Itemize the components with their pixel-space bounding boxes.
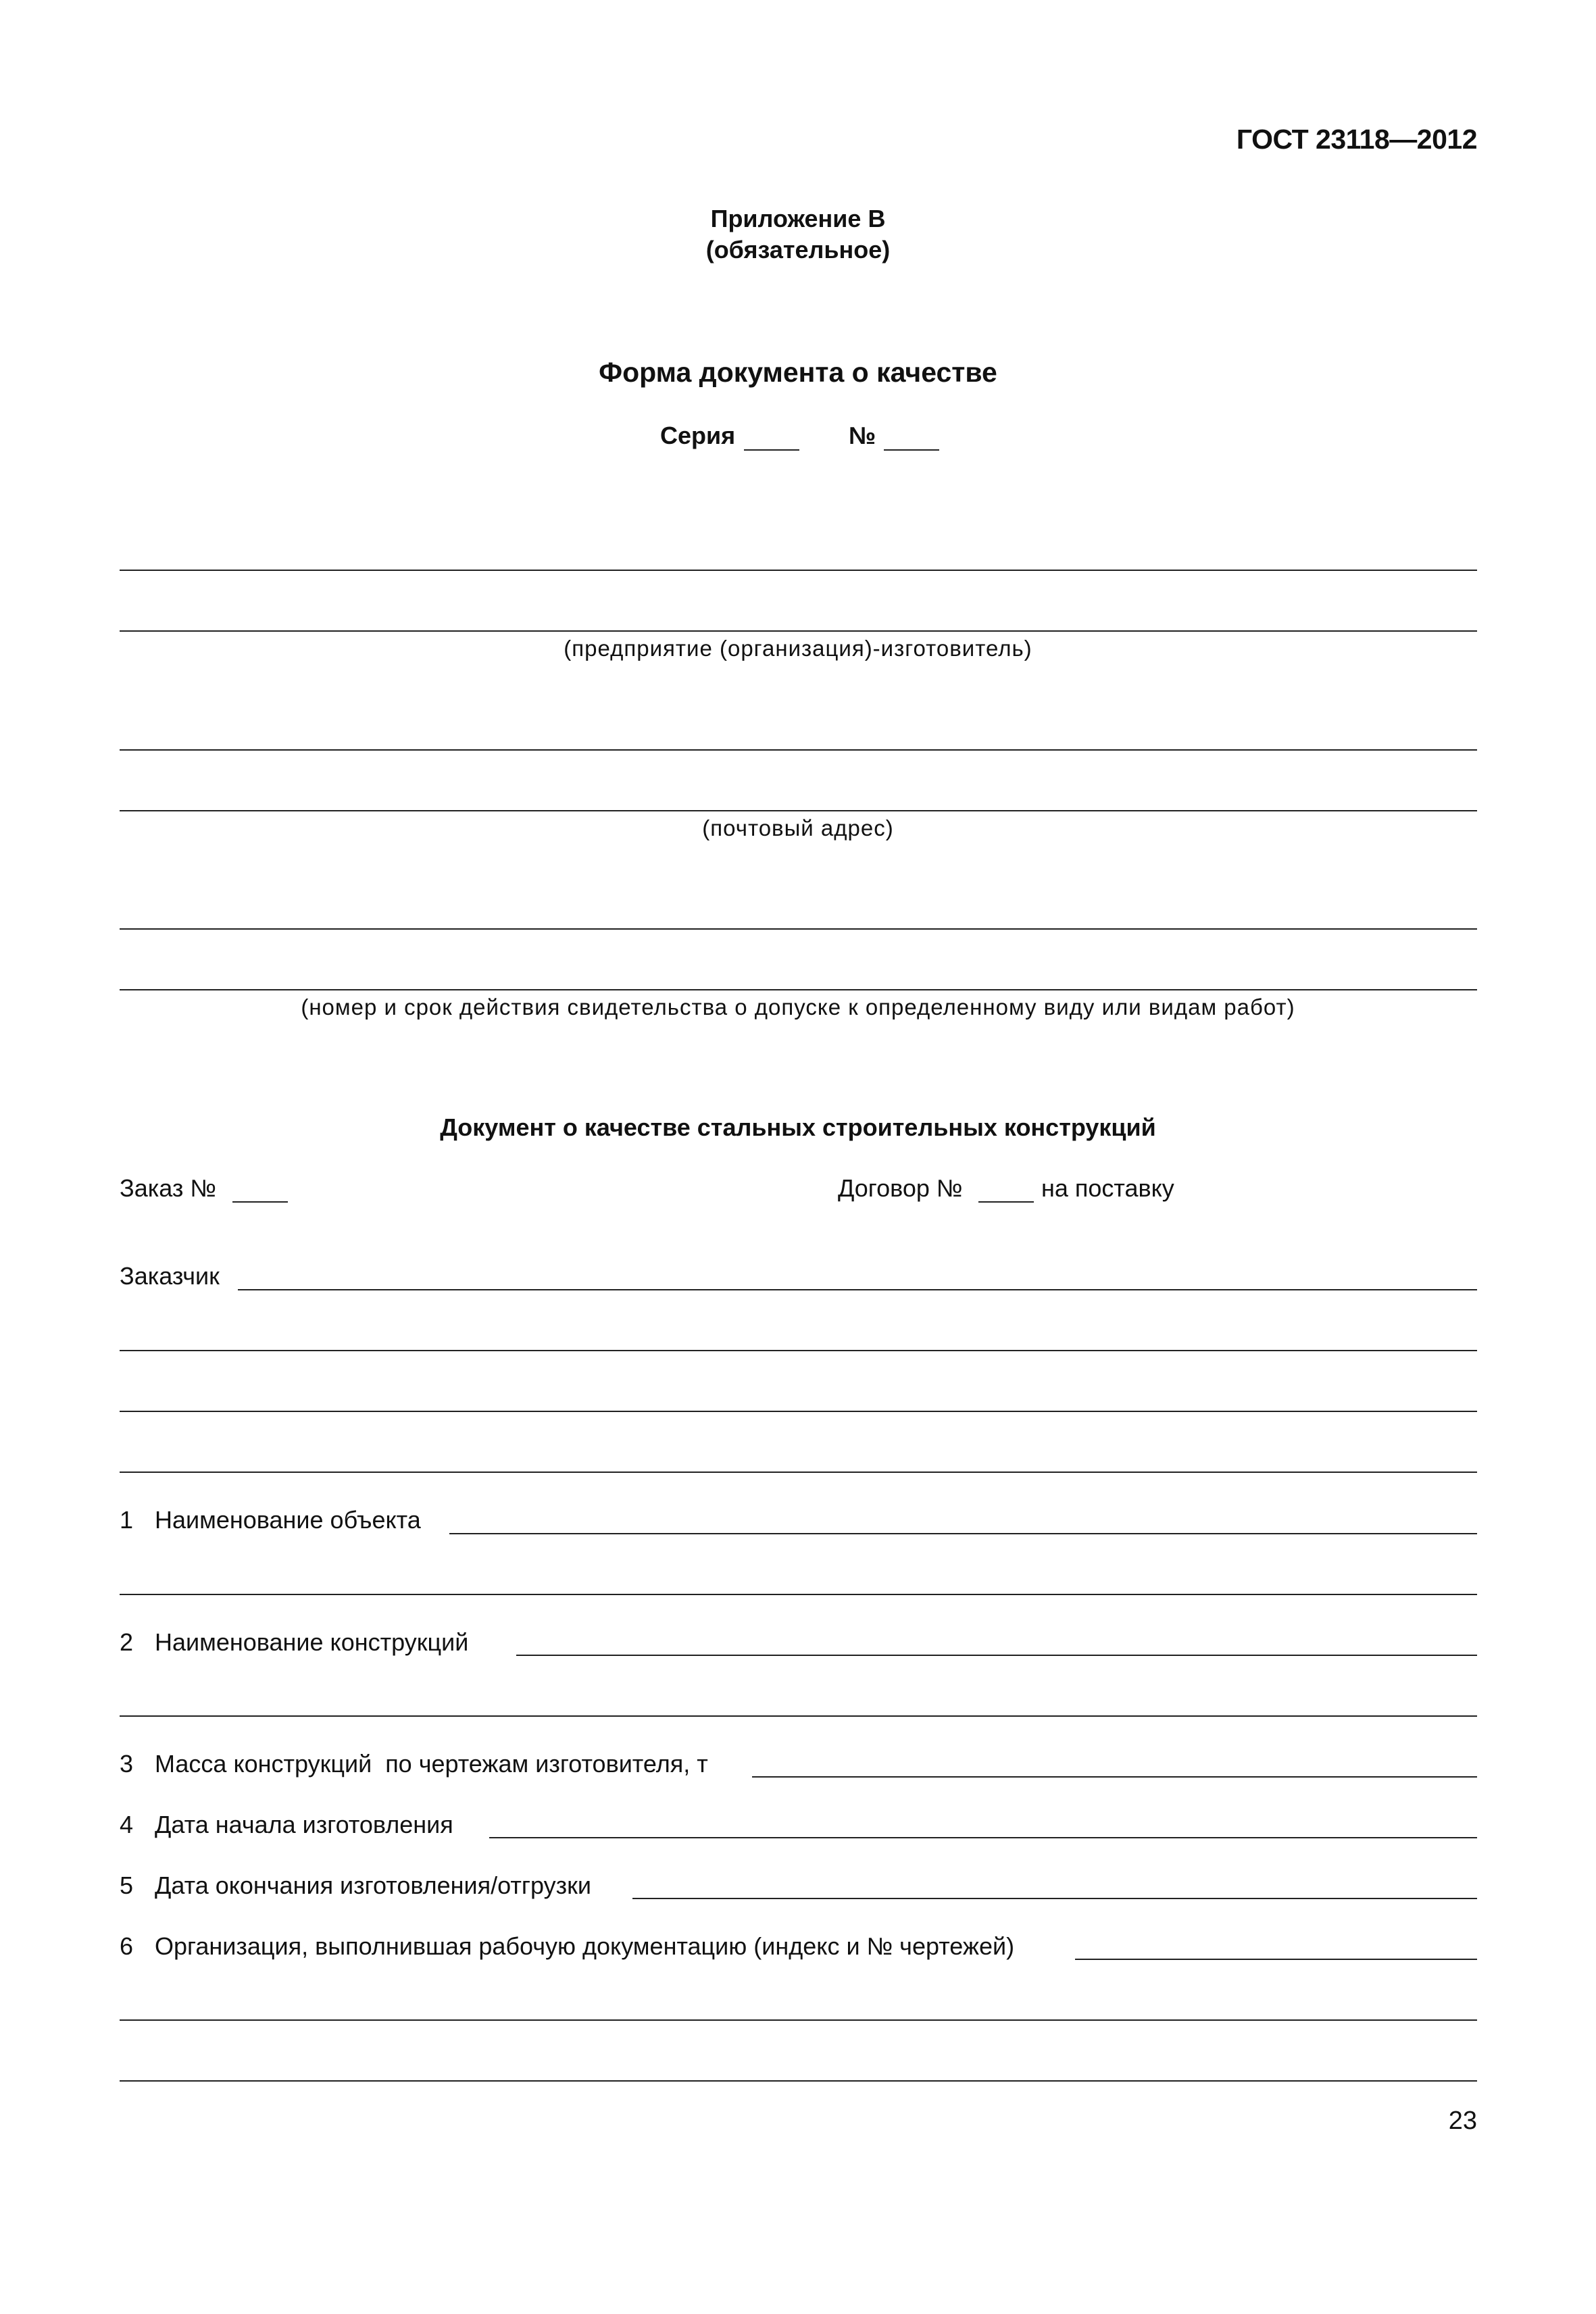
item-text: Масса конструкций по чертежам изготовителя, т [155,1750,708,1778]
document-title: Документ о качестве стальных строительных конструкций [440,1113,1156,1141]
form-title: Форма документа о качестве [599,357,997,388]
order-blank [232,1201,288,1203]
item-1-line [449,1533,1477,1534]
page-number: 23 [1448,2107,1477,2135]
appendix-status: (обязательное) [705,236,891,263]
item-text: Наименование конструкций [155,1628,469,1656]
item-5-label [120,1871,591,1900]
item-6-line-3 [120,2080,1477,2082]
number-blank [884,449,939,451]
item-2-label [120,1628,468,1657]
item-2-line [516,1655,1477,1656]
certificate-caption: (номер и срок действия свидетельства о допуске к определенному виду или видам работ) [301,995,1295,1020]
manufacturer-line-2 [120,630,1477,632]
item-1-label [120,1506,421,1534]
number-label: № [849,422,876,449]
item-number: 5 [120,1871,134,1899]
series-label: Серия [660,422,736,449]
certificate-line-1 [120,928,1477,930]
manufacturer-caption: (предприятие (организация)-изготовитель) [564,636,1032,661]
contract-label: Договор № [838,1174,963,1202]
customer-line [238,1289,1477,1290]
item-number: 1 [120,1506,134,1534]
item-4-line [489,1837,1477,1838]
item-number: 3 [120,1750,134,1778]
item-text: Наименование объекта [155,1506,421,1534]
item-4-label [120,1811,453,1839]
item-number: 6 [120,1932,134,1960]
item-2-line-2 [120,1715,1477,1717]
item-3-label [120,1750,708,1778]
customer-line-4 [120,1472,1477,1473]
order-label: Заказ № [120,1174,217,1202]
contract-suffix: на поставку [1041,1174,1174,1202]
certificate-line-2 [120,989,1477,990]
item-number: 4 [120,1811,134,1838]
series-blank [744,449,799,451]
contract-blank [978,1201,1034,1203]
item-number: 2 [120,1628,134,1656]
item-text: Дата начала изготовления [155,1811,453,1838]
item-text: Организация, выполнившая рабочую документацию (индекс и № чертежей) [155,1932,1015,1960]
item-6-label [120,1932,1014,1961]
address-line-2 [120,810,1477,811]
item-6-line [1075,1959,1477,1960]
item-1-line-2 [120,1594,1477,1595]
customer-line-3 [120,1411,1477,1412]
customer-label: Заказчик [120,1262,220,1290]
address-caption: (почтовый адрес) [702,815,894,840]
customer-line-2 [120,1350,1477,1351]
item-5-line [632,1898,1477,1899]
appendix-title: Приложение В [710,205,886,232]
item-text: Дата окончания изготовления/отгрузки [155,1871,591,1899]
address-line-1 [120,749,1477,751]
manufacturer-line-1 [120,570,1477,571]
standard-header: ГОСТ 23118—2012 [1236,124,1477,155]
item-3-line [752,1776,1477,1778]
item-6-line-2 [120,2019,1477,2021]
